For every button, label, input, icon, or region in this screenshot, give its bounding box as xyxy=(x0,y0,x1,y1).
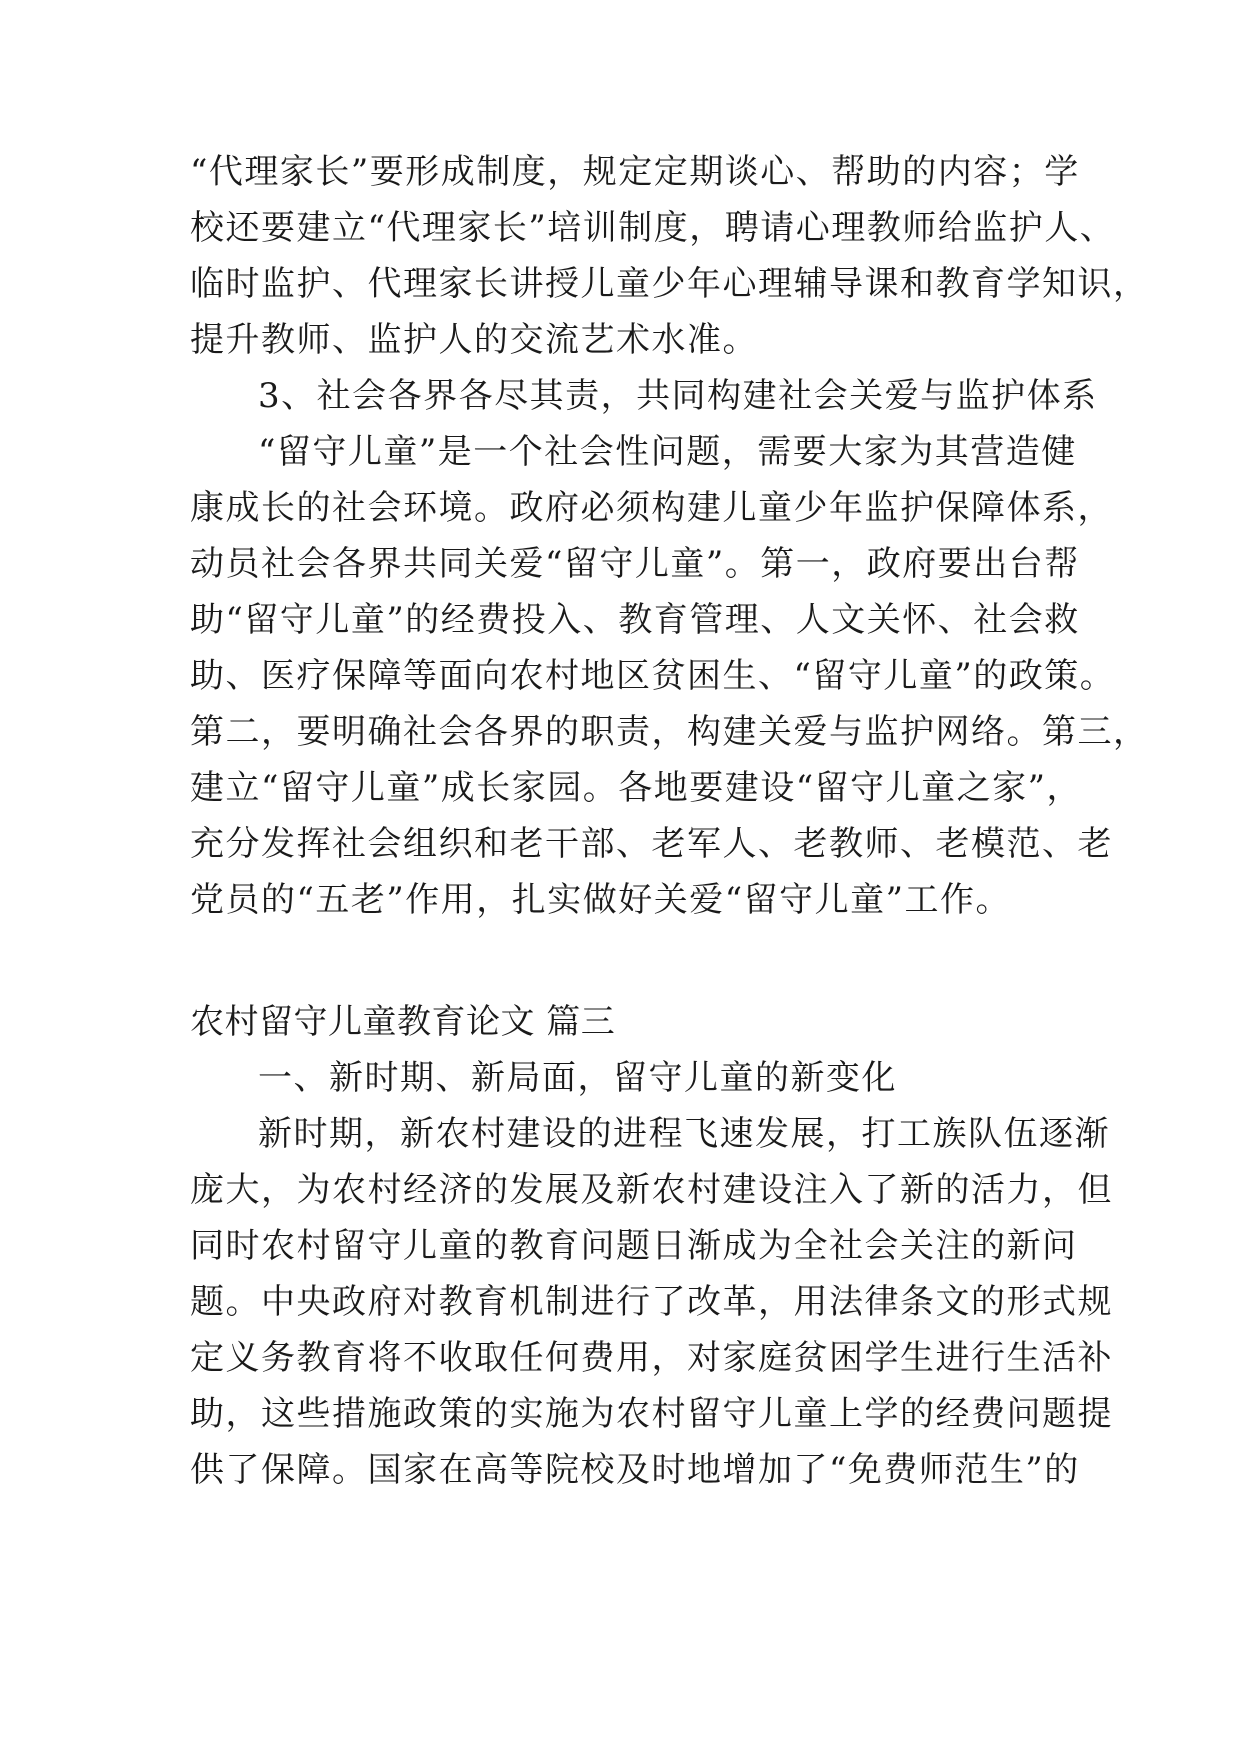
paragraph-line: 定义务教育将不收取任何费用，对家庭贫困学生进行生活补 xyxy=(190,1338,1113,1378)
paragraph-line: 供了保障。国家在高等院校及时地增加了“免费师范生”的 xyxy=(190,1450,1080,1490)
paragraph-line: 提升教师、监护人的交流艺术水准。 xyxy=(190,320,758,360)
paragraph-line: 新时期，新农村建设的进程飞速发展，打工族队伍逐渐 xyxy=(258,1114,1110,1154)
subheading: 3、社会各界各尽其责，共同构建社会关爱与监护体系 xyxy=(258,376,1098,416)
subheading: 一、新时期、新局面，留守儿童的新变化 xyxy=(258,1058,897,1098)
section-title: 农村留守儿童教育论文 篇三 xyxy=(190,1002,616,1042)
paragraph-line: 助，这些措施政策的实施为农村留守儿童上学的经费问题提 xyxy=(190,1394,1113,1434)
paragraph-line: 助“留守儿童”的经费投入、教育管理、人文关怀、社会救 xyxy=(190,600,1080,640)
paragraph-line: 康成长的社会环境。政府必须构建儿童少年监护保障体系， xyxy=(190,488,1113,528)
paragraph-line: 建立“留守儿童”成长家园。各地要建设“留守儿童之家”， xyxy=(190,768,1083,808)
paragraph-line: 同时农村留守儿童的教育问题日渐成为全社会关注的新问 xyxy=(190,1226,1078,1266)
paragraph-line: 临时监护、代理家长讲授儿童少年心理辅导课和教育学知识， xyxy=(190,264,1149,304)
paragraph-line: 第二，要明确社会各界的职责，构建关爱与监护网络。第三， xyxy=(190,712,1149,752)
paragraph-line: “代理家长”要形成制度，规定定期谈心、帮助的内容；学 xyxy=(190,152,1080,192)
paragraph-line: “留守儿童”是一个社会性问题，需要大家为其营造健 xyxy=(258,432,1077,472)
paragraph-line: 题。中央政府对教育机制进行了改革，用法律条文的形式规 xyxy=(190,1282,1113,1322)
paragraph-line: 庞大，为农村经济的发展及新农村建设注入了新的活力，但 xyxy=(190,1170,1113,1210)
paragraph-line: 助、医疗保障等面向农村地区贫困生、“留守儿童”的政策。 xyxy=(190,656,1116,696)
paragraph-line: 党员的“五老”作用，扎实做好关爱“留守儿童”工作。 xyxy=(190,880,1012,920)
paragraph-line: 充分发挥社会组织和老干部、老军人、老教师、老模范、老 xyxy=(190,824,1113,864)
paragraph-line: 校还要建立“代理家长”培训制度，聘请心理教师给监护人、 xyxy=(190,208,1116,248)
paragraph-line: 动员社会各界共同关爱“留守儿童”。第一，政府要出台帮 xyxy=(190,544,1080,584)
